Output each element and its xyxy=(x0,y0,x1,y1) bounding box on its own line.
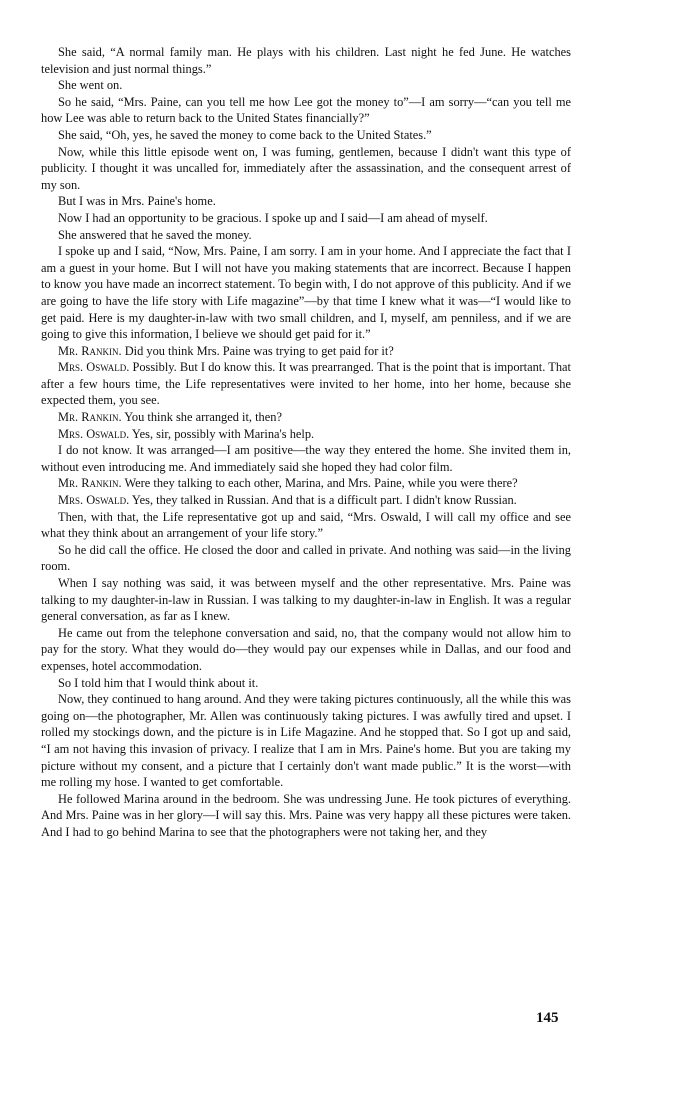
paragraph-text: He came out from the telephone conversation and said, no, that the company would not allow him to pay for the story. What they would do—they would pay our expenses while in Dallas, and our food and expenses, hotel accommodation. xyxy=(41,625,571,673)
paragraph xyxy=(41,227,571,244)
testimony-paragraph xyxy=(41,359,571,409)
paragraph-text: Did you think Mrs. Paine was trying to get paid for it? xyxy=(124,343,394,358)
paragraph-text: Were they talking to each other, Marina, and Mrs. Paine, while you were there? xyxy=(124,476,518,491)
paragraph-text: He followed Marina around in the bedroom. She was undressing June. He took pictures of everything. And Mrs. Paine was in her glory—I will say this. Mrs. Paine was very happy all these pictures were taken. And I had to go behind Marina to see that the photographers were not taking her, and they xyxy=(41,791,571,839)
paragraph xyxy=(41,77,571,94)
paragraph-text: You think she arranged it, then? xyxy=(124,410,282,425)
paragraph xyxy=(41,791,571,841)
paragraph-text: So he did call the office. He closed the door and called in private. And nothing was said—in the living room. xyxy=(41,542,571,574)
testimony-paragraph xyxy=(41,409,571,426)
paragraph-text: Now I had an opportunity to be gracious. I spoke up and I said—I am ahead of myself. xyxy=(58,210,488,225)
paragraph xyxy=(41,509,571,542)
paragraph xyxy=(41,575,571,625)
paragraph-text: Now, while this little episode went on, I was fuming, gentlemen, because I didn't want this type of publicity. I thought it was uncalled for, immediately after the assassination, and the consequent arrest of my son. xyxy=(41,144,571,192)
testimony-paragraph xyxy=(41,475,571,492)
paragraph-text: So he said, “Mrs. Paine, can you tell me how Lee got the money to”—I am sorry—“can you tell me how Lee was able to return back to the United States financially?” xyxy=(41,94,571,126)
paragraph xyxy=(41,243,571,343)
paragraph xyxy=(41,542,571,575)
paragraph-text: She said, “A normal family man. He plays with his children. Last night he fed June. He watches television and just normal things.” xyxy=(41,45,571,76)
paragraph-text: Possibly. But I do know this. It was prearranged. That is the point that is important. That after a few hours time, the Life representatives were invited to her home, into her home, because she expected them, you see. xyxy=(41,360,571,408)
paragraph xyxy=(41,691,571,791)
paragraph xyxy=(41,675,571,692)
paragraph-text: When I say nothing was said, it was between myself and the other representative. Mrs. Paine was talking to my daughter-in-law in Russian. I was talking to my daughter-in-law in English. It was a regular general conversation, as far as I knew. xyxy=(41,576,571,624)
paragraph-text: Yes, they talked in Russian. And that is a difficult part. I didn't know Russian. xyxy=(131,493,517,508)
paragraph-text: I spoke up and I said, “Now, Mrs. Paine, I am sorry. I am in your home. And I appreciate the fact that I am a guest in your home. But I will not have you making statements that are incorrect. Because I happen to know you have made an incorrect statement. To begin with, I do not approve of this publicity. And if we are going to have the life story with Life magazine”—by that time I knew what it was—“I would like to get paid. Here is my daughter-in-law with two small children, and I, myself, am penniless, and if we are going to give this information, I believe we should get paid for it.” xyxy=(41,244,571,342)
paragraph-text: She said, “Oh, yes, he saved the money to come back to the United States.” xyxy=(58,127,432,142)
paragraph xyxy=(41,127,571,144)
page-number: 145 xyxy=(536,1010,559,1026)
paragraph xyxy=(41,144,571,194)
paragraph xyxy=(41,94,571,127)
paragraph-text: She answered that he saved the money. xyxy=(58,227,252,242)
paragraph xyxy=(41,193,571,210)
document-body xyxy=(41,44,571,841)
speaker-name: Mrs. Oswald. xyxy=(58,426,130,441)
testimony-paragraph xyxy=(41,343,571,360)
paragraph-text: Yes, sir, possibly with Marina's help. xyxy=(131,426,315,441)
speaker-name: Mr. Rankin. xyxy=(58,476,122,491)
speaker-name: Mrs. Oswald. xyxy=(58,360,130,375)
paragraph xyxy=(41,44,571,77)
paragraph xyxy=(41,625,571,675)
paragraph-text: I do not know. It was arranged—I am positive—the way they entered the home. She invited them in, without even introducing me. And immediately said she hoped they had color film. xyxy=(41,443,571,474)
testimony-paragraph xyxy=(41,426,571,443)
paragraph-text: Then, with that, the Life representative got up and said, “Mrs. Oswald, I will call my office and see what they think about an arrangement of your life story.” xyxy=(41,509,571,541)
paragraph-text: She went on. xyxy=(58,78,123,93)
speaker-name: Mrs. Oswald. xyxy=(58,493,130,508)
speaker-name: Mr. Rankin. xyxy=(58,343,122,358)
paragraph-text: Now, they continued to hang around. And they were taking pictures continuously, all the while this was going on—the photographer, Mr. Allen was continuously taking pictures. I was awfully tired and upset. I rolled my stockings down, and the picture is in Life Magazine. And he stopped that. So I got up and said, “I am not having this invasion of privacy. I realize that I am in Mrs. Paine's home. But you are taking my picture without my consent, and a picture that I certainly don't want made public.” It is the worst—with me rolling my hose. I wanted to get comfortable. xyxy=(41,692,571,790)
paragraph-text: But I was in Mrs. Paine's home. xyxy=(58,194,216,209)
paragraph-text: So I told him that I would think about it. xyxy=(58,675,259,690)
paragraph xyxy=(41,210,571,227)
paragraph xyxy=(41,442,571,475)
testimony-paragraph xyxy=(41,492,571,509)
speaker-name: Mr. Rankin. xyxy=(58,410,122,425)
